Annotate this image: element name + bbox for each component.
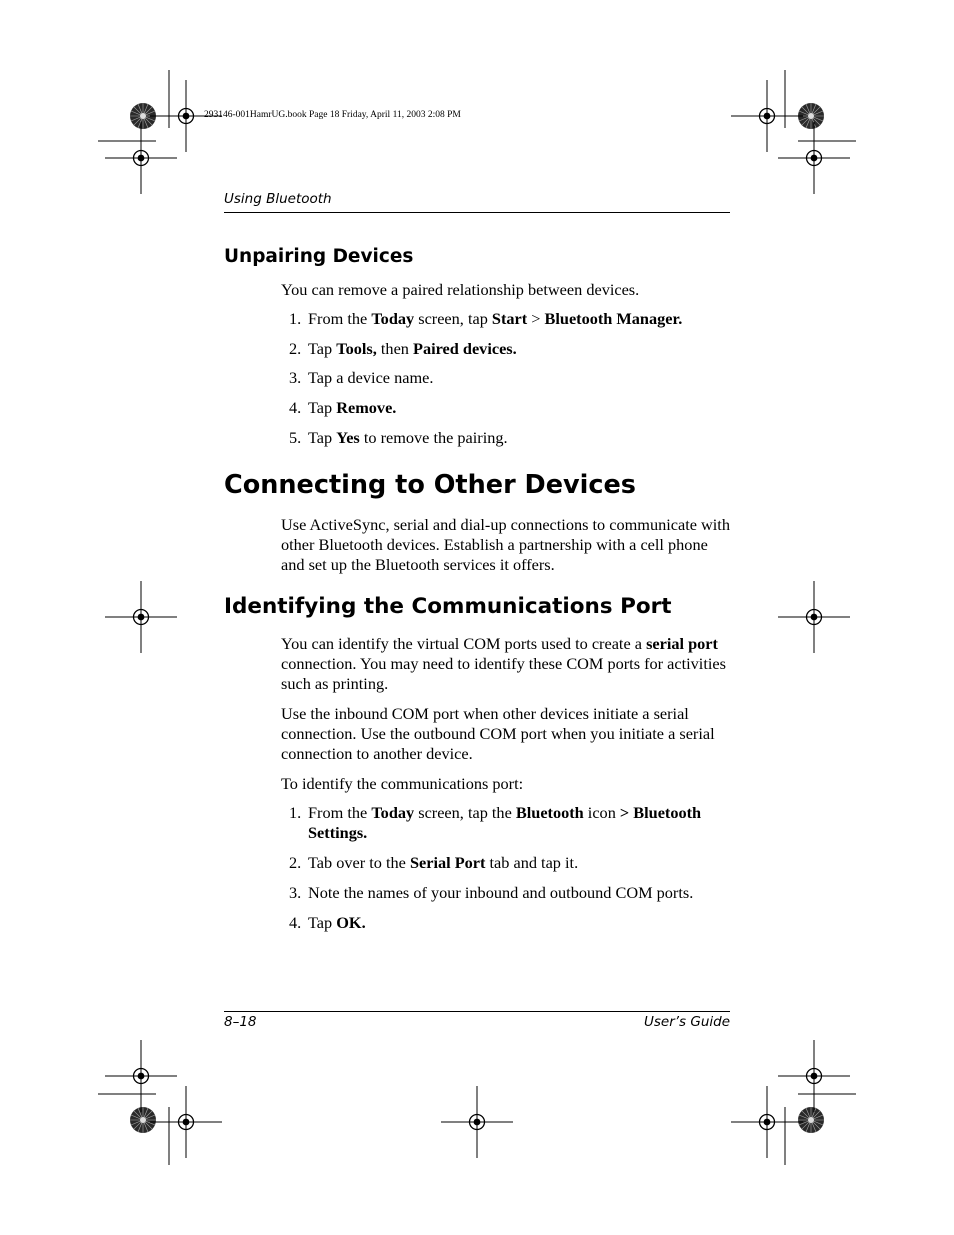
text-run: From the	[308, 309, 372, 328]
text-run: connection. You may need to identify these COM ports for activities such as printing.	[281, 654, 726, 694]
step-number: 1.	[289, 309, 302, 328]
text-run: screen, tap the	[414, 803, 516, 822]
step-number: 2.	[289, 853, 302, 872]
text-run: You can identify the virtual COM ports used to create a	[281, 634, 647, 653]
heading-unpairing-devices: Unpairing Devices	[224, 246, 414, 267]
identifying-para-3: To identify the communications port:	[281, 774, 524, 793]
list-item	[289, 339, 731, 359]
text-run: tab and tap it.	[485, 853, 579, 872]
text-run: Tap	[308, 398, 337, 417]
heading-identifying-communications-port: Identifying the Communications Port	[224, 594, 672, 619]
header-rule	[224, 212, 730, 213]
step-number: 2.	[289, 339, 302, 358]
text-run: Tap	[308, 913, 337, 932]
bold-run: Bluetooth	[515, 803, 584, 822]
connecting-body: Use ActiveSync, serial and dial-up connections to communicate with other Bluetooth devices. Establish a partnership with a cell phone and set up the Bluetooth services it offers.	[281, 515, 730, 575]
step-text	[308, 368, 731, 388]
unpairing-intro: You can remove a paired relationship between devices.	[281, 280, 640, 299]
bold-run: serial port	[646, 634, 718, 653]
step-text	[308, 853, 731, 873]
print-slug: 293146-001HamrUG.book Page 18 Friday, April 11, 2003 2:08 PM	[204, 110, 461, 120]
step-text	[308, 428, 731, 448]
identifying-para-2: Use the inbound COM port when other devices initiate a serial connection. Use the outbound COM port when you initiate a serial connection to another device.	[281, 704, 715, 764]
step-number: 4.	[289, 913, 302, 932]
list-item	[289, 398, 731, 418]
list-item	[289, 913, 731, 933]
step-number: 3.	[289, 883, 302, 902]
text-run: Tap	[308, 428, 337, 447]
text-run: screen, tap	[414, 309, 492, 328]
step-number: 4.	[289, 398, 302, 417]
step-text	[308, 803, 731, 843]
text-run: to remove the pairing.	[359, 428, 508, 447]
list-item	[289, 428, 731, 448]
step-number: 5.	[289, 428, 302, 447]
text-run: icon	[583, 803, 620, 822]
identifying-para-1	[281, 634, 731, 695]
step-number: 3.	[289, 368, 302, 387]
bold-run: Remove.	[336, 398, 397, 417]
list-item	[289, 803, 731, 843]
bold-run: > Bluetooth Settings.	[308, 803, 702, 843]
bold-run: Today	[371, 803, 415, 822]
bold-run: Yes	[336, 428, 360, 447]
bold-run: Paired devices.	[413, 339, 517, 358]
bold-run: Serial Port	[409, 853, 486, 872]
step-text	[308, 339, 731, 359]
guide-name: User’s Guide	[643, 1014, 730, 1030]
step-text	[308, 398, 731, 418]
text-run: then	[376, 339, 413, 358]
bold-run: Today	[371, 309, 415, 328]
text-run: Tap a device name.	[308, 368, 434, 387]
page-number: 8–18	[224, 1014, 257, 1030]
bold-run: Tools,	[336, 339, 377, 358]
step-text	[308, 309, 731, 329]
list-item	[289, 309, 731, 329]
text-run: Tab over to the	[308, 853, 410, 872]
bold-run: OK.	[336, 913, 366, 932]
bold-run: Start	[491, 309, 528, 328]
list-item	[289, 883, 731, 903]
text-run: Tap	[308, 339, 337, 358]
text-run: Note the names of your inbound and outbound COM ports.	[308, 883, 694, 902]
running-head: Using Bluetooth	[224, 191, 332, 207]
bold-run: Bluetooth Manager.	[544, 309, 683, 328]
step-text	[308, 913, 731, 933]
text-run: From the	[308, 803, 372, 822]
step-number: 1.	[289, 803, 302, 822]
step-text	[308, 883, 731, 903]
footer-rule	[224, 1011, 730, 1012]
list-item	[289, 853, 731, 873]
heading-connecting-to-other-devices: Connecting to Other Devices	[224, 470, 636, 500]
text-run: >	[527, 309, 545, 328]
list-item	[289, 368, 731, 388]
